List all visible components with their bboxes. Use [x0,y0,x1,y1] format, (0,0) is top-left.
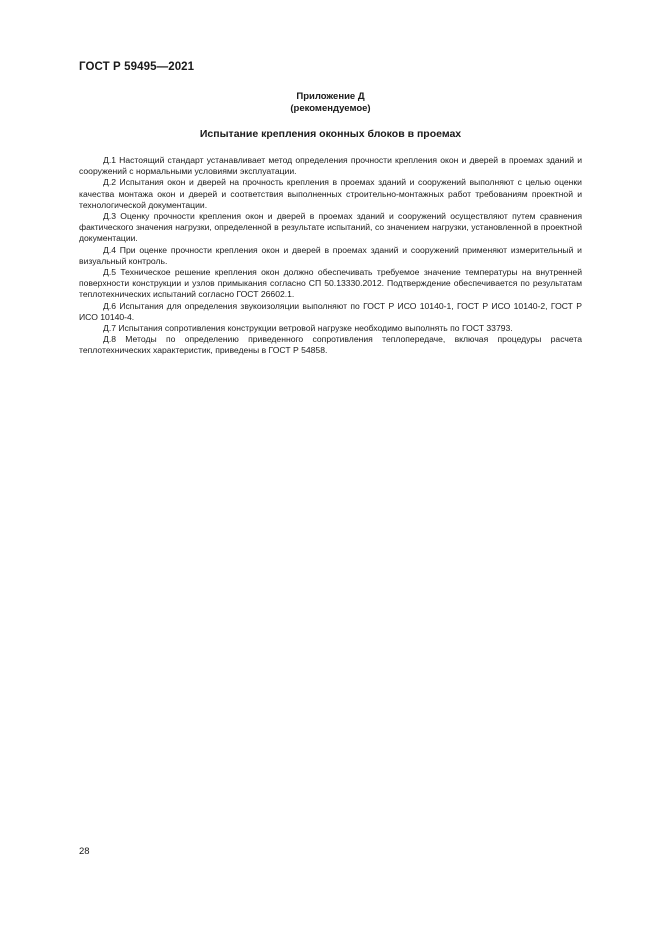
annex-body [79,155,582,357]
annex-title: Испытание крепления оконных блоков в проемах [199,128,462,140]
paragraph-d7: Д.7 Испытания сопротивления конструкции ветровой нагрузке необходимо выполнять по ГОСТ 33793. [103,323,513,334]
page-number: 28 [79,846,90,857]
document-id: ГОСТ Р 59495—2021 [79,61,195,73]
paragraph-d2: Д.2 Испытания окон и дверей на прочность крепления в проемах зданий и сооружений выполняют с целью оценки качества монтажа окон и дверей и соответствия выполненных строительно-монтажных работ требованиям проектной и технологической документации. [79,177,582,210]
annex-label: Приложение Д [296,91,365,102]
paragraph-d4: Д.4 При оценке прочности крепления окон и дверей в проемах зданий и сооружений применяют измерительный и визуальный контроль. [79,244,582,266]
paragraph-d3: Д.3 Оценку прочности крепления окон и дверей в проемах зданий и сооружений осуществляют путем сравнения фактического значения нагрузки, определенной в результате испытаний, со значением нагрузки, установленной в проектной документации. [79,211,582,244]
paragraph-d8: Д.8 Методы по определению приведенного сопротивления теплопередаче, включая процедуры расчета теплотехнических характеристик, приведены в ГОСТ Р 54858. [79,334,582,356]
paragraph-d1: Д.1 Настоящий стандарт устанавливает метод определения прочности крепления окон и дверей в проемах зданий и сооружений с нормальными условиями эксплуатации. [79,155,582,177]
paragraph-d6: Д.6 Испытания для определения звукоизоляции выполняют по ГОСТ Р ИСО 10140-1, ГОСТ Р ИСО 10140-2, ГОСТ Р ИСО 10140-4. [79,300,582,322]
annex-status: (рекомендуемое) [290,103,371,114]
annex-heading [0,91,661,115]
paragraph-d5: Д.5 Техническое решение крепления окон должно обеспечивать требуемое значение температуры на внутренней поверхности конструкции и узлов примыкания согласно СП 50.13330.2012. Подтверждение обеспечивается по результатам теплотехнических испытаний согласно ГОСТ 26602.1. [79,267,582,300]
